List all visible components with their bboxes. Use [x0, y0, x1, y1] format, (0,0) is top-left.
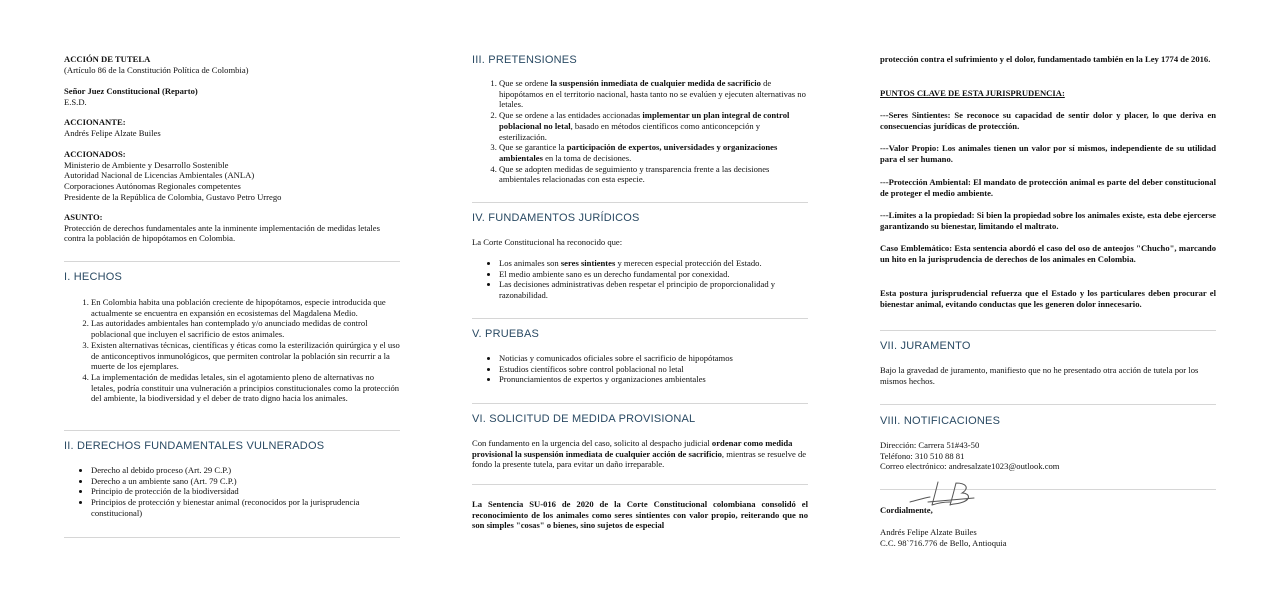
divider	[880, 404, 1216, 405]
section-heading-hechos: I. HECHOS	[64, 271, 123, 283]
list-item: • Noticias y comunicados oficiales sobre el sacrificio de hipopótamos	[499, 353, 808, 364]
medida-text	[472, 438, 808, 470]
list-item	[499, 78, 808, 110]
list-item	[499, 258, 808, 269]
section-heading-juramento: VII. JURAMENTO	[880, 340, 971, 352]
section-heading-fundamentos: IV. FUNDAMENTOS JURÍDICOS	[472, 212, 640, 224]
column-right	[880, 0, 1216, 601]
text-run: Que se ordene	[499, 78, 551, 88]
column-left	[64, 0, 400, 601]
accionado-item: Ministerio de Ambiente y Desarrollo Sostenible	[64, 159, 229, 170]
section-heading-pruebas: V. PRUEBAS	[472, 328, 540, 340]
section-heading-medida: VI. SOLICITUD DE MEDIDA PROVISIONAL	[472, 413, 696, 425]
text-run: , mientras se resuelve de fondo la presente tutela, para evitar un daño irreparable.	[472, 448, 807, 470]
list-item: 2. Las autoridades ambientales han contemplado y/o anunciado medidas de control poblacional que incluyen el sacrificio de estos animales.	[91, 318, 400, 339]
signature-icon	[908, 478, 978, 508]
fundamentos-intro: La Corte Constitucional ha reconocido que:	[472, 237, 623, 247]
pruebas-list	[472, 353, 808, 385]
text-run: Que se ordene a las entidades accionadas	[499, 110, 643, 121]
list-item: • Derecho a un ambiente sano (Art. 79 C.P.)	[91, 476, 400, 487]
text-run: Los animales son	[499, 258, 561, 268]
column-middle	[472, 0, 808, 601]
list-item: 4. Que se adopten medidas de seguimiento y transparencia frente a las decisiones ambientales relacionadas con esta especie.	[499, 164, 808, 185]
section-heading-notificaciones: VIII. NOTIFICACIONES	[880, 415, 1001, 427]
list-item: • Derecho al debido proceso (Art. 29 C.P.)	[91, 465, 400, 476]
text-bold: participación de expertos, universidades y organizaciones ambientales	[499, 142, 778, 163]
list-item: 1. En Colombia habita una población creciente de hipopótamos, especie introducida que actualmente se encuentra en expansión en ecosistemas del Magdalena Medio.	[91, 297, 400, 318]
divider	[64, 430, 400, 431]
divider	[472, 484, 808, 485]
list-item: 4. La implementación de medidas letales, sin el agotamiento pleno de alternativas no letales, podría constituir una vulneración a principios constitucionales como la protección del ambiente, la biodiversidad y el deber de trato digno hacia los animales.	[91, 372, 400, 404]
asunto-label: ASUNTO:	[64, 212, 103, 222]
list-item	[499, 142, 808, 163]
hechos-list	[64, 297, 400, 404]
text-run: en la toma de decisiones.	[542, 152, 632, 163]
sentencia-continuation: protección contra el sufrimiento y el dolor, fundamentado también en la Ley 1774 de 2016.	[880, 54, 1211, 64]
divider	[472, 403, 808, 404]
fundamentos-list	[472, 258, 808, 301]
judge-subtitle: E.S.D.	[64, 96, 87, 107]
punto-item: Caso Emblemático: Esta sentencia abordó el caso del oso de anteojos "Chucho", marcando un hito en la jurisprudencia de derechos de los animales en Colombia.	[880, 243, 1216, 264]
firma-cc: C.C. 98`716.776 de Bello, Antioquia	[880, 537, 1007, 548]
punto-item: Esta postura jurisprudencial refuerza que el Estado y los particulares deben procurar el bienestar animal, evitando conductas que les generen dolor innecesario.	[880, 288, 1216, 309]
judge-title: Señor Juez Constitucional (Reparto)	[64, 86, 198, 96]
text-run: Que se garantice la	[499, 142, 567, 153]
text-run: de hipopótamos en el territorio nacional, hasta tanto no se evalúen y ejecuten alternativas no letales.	[499, 78, 806, 110]
accionante-name: Andrés Felipe Alzate Builes	[64, 127, 161, 138]
divider	[64, 537, 400, 538]
pretensiones-list	[472, 78, 808, 185]
sentencia-text: La Sentencia SU-016 de 2020 de la Corte Constitucional colombiana consolidó el reconocimiento de los animales como seres sintientes con valor propio, reiterando que no son simples "cosas" o bienes, sino sujetos de especial	[472, 499, 808, 531]
document-title: ACCIÓN DE TUTELA	[64, 54, 151, 64]
juramento-text: Bajo la gravedad de juramento, manifiesto que no he presentado otra acción de tutela por los mismos hechos.	[880, 365, 1199, 386]
accionados-label: ACCIONADOS:	[64, 149, 126, 159]
section-heading-pretensiones: III. PRETENSIONES	[472, 54, 577, 66]
cordialmente: Cordialmente,	[880, 505, 933, 515]
puntos-heading: PUNTOS CLAVE DE ESTA JURISPRUDENCIA:	[880, 88, 1065, 98]
direccion: Dirección: Carrera 51#43-50	[880, 440, 980, 450]
list-item: • Pronunciamientos de expertos y organizaciones ambientales	[499, 374, 808, 385]
accionado-item: Autoridad Nacional de Licencias Ambientales (ANLA)	[64, 170, 255, 181]
text-bold: seres sintientes	[560, 258, 616, 268]
list-item	[499, 110, 808, 142]
list-item: • Principios de protección y bienestar animal (reconocidos por la jurisprudencia constitucional)	[91, 497, 400, 518]
accionado-item: Presidente de la República de Colombia, Gustavo Petro Urrego	[64, 191, 282, 202]
section-heading-derechos: II. DERECHOS FUNDAMENTALES VULNERADOS	[64, 440, 325, 452]
text-bold: implementar un plan integral de control poblacional no letal	[499, 110, 790, 131]
list-item: 3. Existen alternativas técnicas, científicas y éticas como la esterilización quirúrgica y el uso de anticonceptivos inmunológicos, que permiten controlar la población sin recurrir a la muerte de los ejemplares.	[91, 340, 400, 372]
punto-item: ---Valor Propio: Los animales tienen un valor por sí mismos, independiente de su utilidad para el ser humano.	[880, 143, 1216, 164]
correo: Correo electrónico: andresalzate1023@outlook.com	[880, 461, 1060, 472]
text-run: y merecen especial protección del Estado.	[615, 258, 762, 268]
divider	[880, 330, 1216, 331]
document-subtitle: (Artículo 86 de la Constitución Política de Colombia)	[64, 64, 249, 75]
divider	[472, 318, 808, 319]
list-item: • Estudios científicos sobre control poblacional no letal	[499, 364, 808, 375]
text-bold: la suspensión inmediata de cualquier medida de sacrificio	[550, 78, 761, 88]
firma-nombre: Andrés Felipe Alzate Builes	[880, 527, 977, 537]
accionado-item: Corporaciones Autónomas Regionales competentes	[64, 181, 241, 192]
punto-item: ---Límites a la propiedad: Si bien la propiedad sobre los animales existe, esta debe ejercerse garantizando su bienestar, limitando el maltrato.	[880, 210, 1216, 231]
text-run: , basado en métodos científicos como anticoncepción y esterilización.	[499, 120, 761, 142]
punto-item: ---Protección Ambiental: El mandato de protección animal es parte del deber constitucional de proteger el medio ambiente.	[880, 177, 1216, 198]
text-run: Con fundamento en la urgencia del caso, solicito al despacho judicial	[472, 438, 712, 448]
derechos-list	[64, 465, 400, 519]
list-item: • El medio ambiente sano es un derecho fundamental por conexidad.	[499, 269, 808, 280]
telefono: Teléfono: 310 510 88 81	[880, 450, 965, 461]
punto-item: ---Seres Sintientes: Se reconoce su capacidad de sentir dolor y placer, lo que deriva en consecuencias jurídicas de protección.	[880, 110, 1216, 131]
accionante-label: ACCIONANTE:	[64, 117, 126, 127]
asunto-text: Protección de derechos fundamentales ante la inminente implementación de medidas letales contra la población de hipopótamos en Colombia.	[64, 222, 380, 244]
divider	[472, 202, 808, 203]
list-item: • Las decisiones administrativas deben respetar el principio de proporcionalidad y razonabilidad.	[499, 279, 808, 300]
text-bold: ordenar como medida provisional la suspensión inmediata de cualquier acción de sacrificio	[472, 438, 793, 459]
divider	[64, 261, 400, 262]
list-item: • Principio de protección de la biodiversidad	[91, 486, 400, 497]
